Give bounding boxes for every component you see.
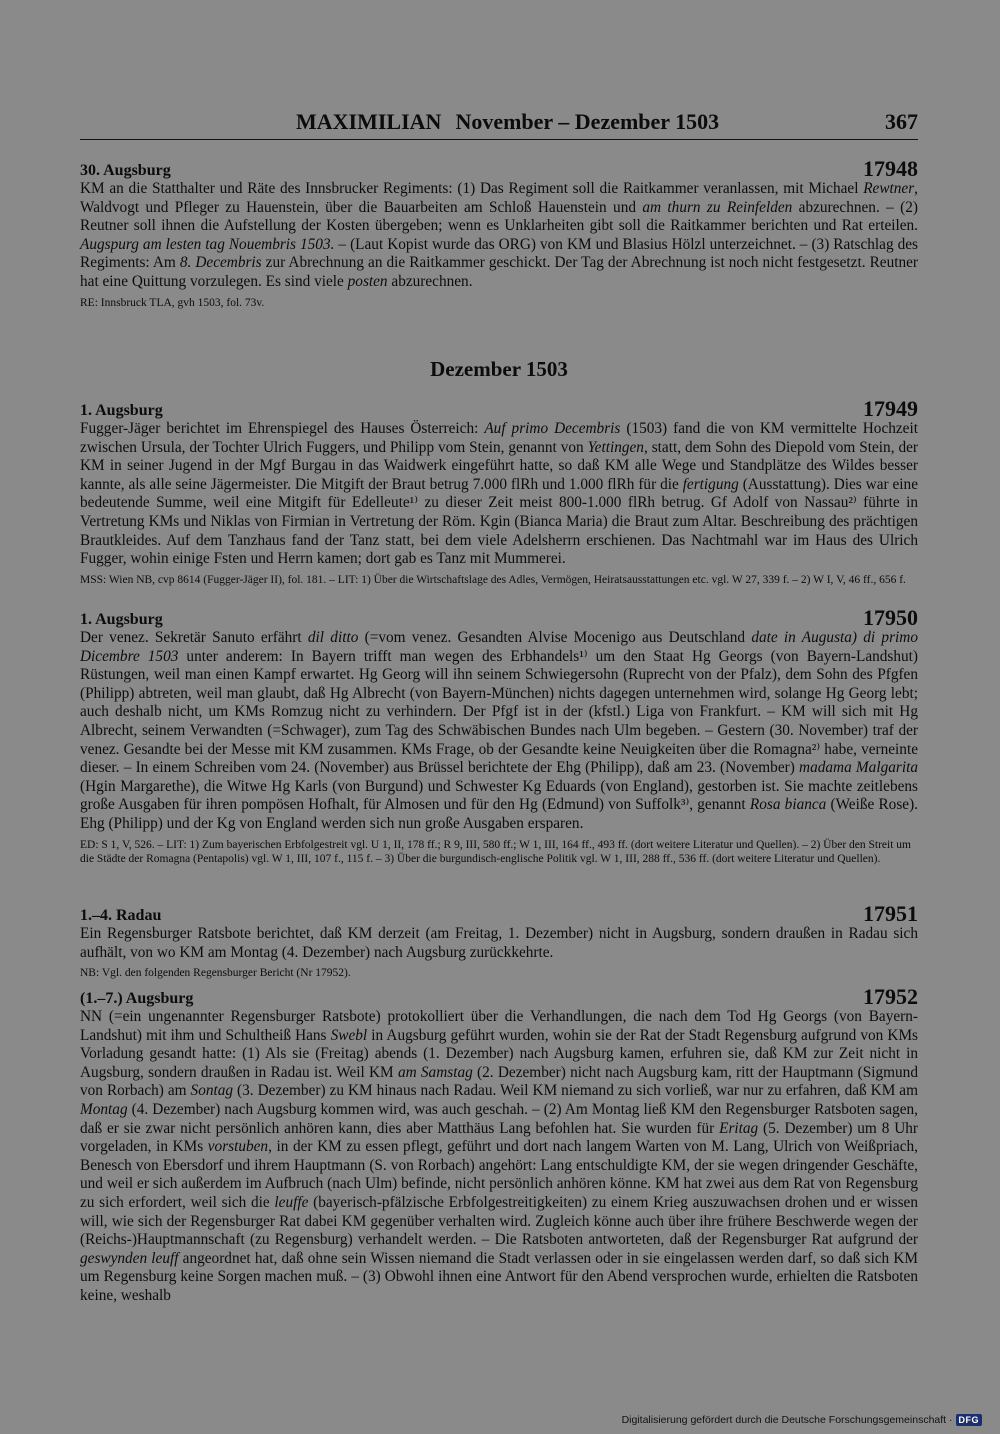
- entry-header: [80, 158, 918, 180]
- text-run: , in der KM zu essen pflegt, geführt und dort nach langem Warten von M. Lang, Ulrich von Weißpriach, Benesch von Ebersdorf und ihrem Hauptmann (S. von Rorbach) angehört: Lang entschuldigte KM, der sie wegen dringender Geschäfte, und weil er sich außerdem im Aufbruch (nach Ulm) befinde, nicht persönlich anhören könne. KM hat zwei aus dem Rat von Regensburg zu sich erfordert, weil sich die: [80, 1138, 918, 1211]
- text-run: Der venez. Sekretär Sanuto erfährt: [80, 629, 308, 646]
- text-run: (1503) fand die von KM vermittelte Hochzeit zwischen Ursula, der Tochter Ulrich Fuggers, und Philipp vom Stein, genannt von: [80, 420, 918, 456]
- footer-credit: [622, 1414, 982, 1426]
- text-run: NN (=ein ungenannter Regensburger Ratsbote) protokolliert über die Verhandlungen, die nach dem Tod Hg Georgs (von Bayern-Landshut) mit ihm und Schultheiß Hans: [80, 1008, 918, 1044]
- footer-text: Digitalisierung gefördert durch die Deutsche Forschungsgemeinschaft ·: [621, 1414, 953, 1426]
- italic-run: Montag: [80, 1100, 128, 1118]
- entry-number: 17952: [863, 984, 918, 1009]
- text-run: (Hgin Margarethe), die Witwe Hg Karls (von Burgund) und Schwester Kg Eduards (von England), gestorben ist. Sie machte zeitlebens große Ausgaben für ihren pompösen Hofhalt, für Almosen und für den Hg (Edmund) von Suffolk³⁾, genannt: [80, 777, 918, 814]
- page-number: 367: [885, 109, 918, 134]
- entry-header: [80, 398, 918, 420]
- italic-run: vorstuben: [207, 1138, 269, 1156]
- italic-run: Rewtner: [863, 180, 915, 197]
- italic-run: madama Malgarita: [799, 759, 918, 777]
- dfg-logo: DFG: [956, 1414, 983, 1426]
- text-run: abzurechnen.: [387, 272, 473, 290]
- text-run: abzurechnen. – (2) Reutner soll ihnen die Aufstellung der Kosten übergeben; wenn es Unklarheiten gibt soll die Raitkammer berichten und Rat erteilen.: [80, 198, 918, 235]
- text-run: , statt, dem Sohn des Diepold vom Stein, der KM in seiner Jugend in der Mgf Burgau in das Waidwerk eingeführt hatte, so daß KM alle Wege und Standplätze des Wildes besser kannte, als alle seine Jägermeister. Die Mitgift der Braut betrug 7.000 flRh und 1.000 flRh für die: [80, 438, 918, 493]
- entry-place: (1.–7.) Augsburg: [80, 990, 194, 1007]
- italic-run: 8. Decembris: [179, 254, 262, 272]
- italic-run: posten: [347, 272, 388, 290]
- entry-number: 17950: [863, 605, 918, 630]
- italic-run: am thurn zu Reinfelden: [642, 198, 793, 216]
- text-run: (2. Dezember) nicht nach Augsburg kam, ritt der Hauptmann (Sigmund von Rorbach) am: [80, 1063, 918, 1100]
- text-run: Ein Regensburger Ratsbote berichtet, daß KM derzeit (am Freitag, 1. Dezember) nicht in Augsburg, sondern draußen in Radau sich aufhält, von wo KM am Montag (4. Dezember) nach Augsburg zurückkehrte.: [80, 925, 918, 961]
- italic-run: Eritag: [719, 1119, 759, 1137]
- entry-number: 17951: [863, 901, 918, 926]
- entry-reference: NB: Vgl. den folgenden Regensburger Bericht (Nr 17952).: [80, 967, 351, 980]
- entry-place: 1. Augsburg: [80, 611, 163, 628]
- entry-number: 17949: [863, 396, 918, 421]
- text-run: KM an die Statthalter und Räte des Innsbrucker Regiments: (1) Das Regiment soll die Raitkammer veranlassen, mit Michael: [80, 180, 864, 197]
- entry-reference: RE: Innsbruck TLA, gvh 1503, fol. 73v.: [80, 296, 265, 309]
- entry-header: [80, 607, 918, 629]
- header-subtitle: November – Dezember 1503: [455, 109, 720, 134]
- entry-header: [80, 903, 918, 925]
- italic-run: fertigung: [682, 475, 739, 493]
- text-run: (5. Dezember) um 8 Uhr vorgeladen, in KMs: [80, 1119, 918, 1156]
- header-title: MAXIMILIAN: [296, 109, 442, 134]
- italic-run: date in Augusta) di primo Dicembre 1503: [80, 629, 918, 665]
- italic-run: Sontag: [190, 1082, 234, 1100]
- italic-run: Auf primo Decembris: [484, 420, 621, 437]
- italic-run: am Samstag: [397, 1063, 473, 1081]
- italic-run: Rosa bianca: [749, 796, 827, 814]
- text-run: , Waldvogt und Pfleger zu Hauenstein, über die Bauarbeiten am Schloß Hauenstein und: [80, 180, 918, 216]
- italic-run: leuffe: [274, 1193, 309, 1211]
- text-run: (Ausstattung). Dies war eine bedeutende Summe, weil eine Mitgift für Edelleute¹⁾ zu dieser Zeit meist 800-1.000 flRh betrug. Gf Adolf von Nassau²⁾ führte in Vertretung KMs und Niklas von Firmian in Vertretung der Röm. Kgin (Bianca Maria) die Braut zum Altar. Beschreibung des prächtigen Brautkleides. Auf dem Tanzhaus fand der Tanz statt, bei dem viele Adelsherrn erschienen. Das Nachtmahl war im Haus des Ulrich Fugger, wohin einige Fsten und Herrn kamen; dort gab es Tanz mit Mummerei.: [80, 475, 918, 568]
- text-run: (=vom venez. Gesandten Alvise Mocenigo aus Deutschland: [358, 629, 752, 646]
- page-header: [80, 107, 918, 140]
- entry-place: 1.–4. Radau: [80, 907, 162, 924]
- entry-place: 1. Augsburg: [80, 402, 163, 419]
- entry-17952: [80, 986, 918, 1306]
- italic-run: Swebl: [330, 1026, 368, 1044]
- entry-text: [80, 1008, 918, 1306]
- text-run: (3. Dezember) zu KM hinaus nach Radau. Weil KM niemand zu sich vorließ, war nur zu erfahren, daß KM am: [233, 1082, 918, 1100]
- text-run: (Weiße Rose). Ehg (Philipp) und der Kg von England werden sich nun große Ausgaben ersparen.: [80, 796, 918, 832]
- entry-text: [80, 925, 918, 962]
- italic-run: geswynden leuff: [80, 1249, 179, 1267]
- italic-run: dil ditto: [307, 629, 359, 646]
- text-run: (bayerisch-pfälzische Erbfolgestreitigkeiten) zu einem Krieg auszuwachsen drohen und er wissen will, wie sich der Regensburger Rat dabei KM gegenüber verhalten wird. Zugleich könne auch über ihre frühere Beschwerde wegen der (Reichs-)Hauptmannschaft (zu Regensburg) verhandelt werden. – Die Ratsboten antworteten, daß der Regensburger Rat aufgrund der: [80, 1193, 918, 1249]
- entry-17949: [80, 398, 918, 587]
- text-run: – (Laut Kopist wurde das ORG) von KM und Blasius Hölzl unterzeichnet. – (3) Ratschlag des Regiments: Am: [80, 235, 918, 272]
- entry-text: [80, 180, 918, 292]
- text-run: Fugger-Jäger berichtet im Ehrenspiegel des Hauses Österreich:: [80, 420, 485, 437]
- entry-17948: [80, 158, 918, 310]
- entry-text: [80, 420, 918, 569]
- entry-place: 30. Augsburg: [80, 162, 171, 179]
- entry-reference: ED: S 1, V, 526. – LIT: 1) Zum bayerischen Erbfolgestreit vgl. U 1, II, 178 ff.; R 9, III, 580 ff.; W 1, III, 164 ff., 493 ff. (dort weitere Literatur und Quellen). – 2) Über den Streit um die Städte der Romagna (Pentapolis) vgl. W 1, III, 107 f., 115 f. – 3) Über die burgundisch-englische Politik vgl. W 1, III, 288 ff., 536 ff. (dort weitere Literatur und Quellen).: [80, 838, 911, 865]
- text-run: (4. Dezember) nach Augsburg kommen wird, was auch geschah. – (2) Am Montag ließ KM den Regensburger Ratsboten sagen, daß er sie zwar nicht persönlich anhören kann, dies aber Matthäus Lang befohlen hat. Sie wurden für: [80, 1100, 918, 1137]
- text-run: zur Abrechnung an die Raitkammer geschickt. Der Tag der Abrechnung ist noch nicht festgesetzt. Reutner hat eine Quittung vorzulegen. Es sind viele: [80, 254, 918, 290]
- italic-run: Yettingen: [587, 438, 644, 456]
- text-run: unter anderem: In Bayern trifft man wegen des Erbhandels¹⁾ um den Staat Hg Georgs (von Bayern-Landshut) Rüstungen, weil man einen Kampf erwartet. Hg Georg will ihn seinem Schwiegersohn (Ruprecht von der Pfalz), dem Sohn des Pfgfen (Philipp) abtreten, weil man glaubt, daß Hg Albrecht (von Bayern-München) nichts dagegen unternehmen wird, solange Hg Georg lebt; auch deshalb nicht, um KMs Romzug nicht zu verhindern. Der Pfgf ist in der (kfstl.) Liga von Frankfurt. – KM will sich mit Hg Albrecht, seinem Verwandten (=Schwager), zum Tag des Schwäbischen Bundes nach Ulm begeben. – Gestern (30. November) traf der venez. Gesandte bei der Messe mit KM zusammen. KMs Frage, ob der Gesandte keine Neuigkeiten über die Romagna²⁾ habe, verneinte dieser. – In einem Schreiben vom 24. (November) aus Brüssel berichtete der Ehg (Philipp), daß am 23. (November): [80, 647, 918, 777]
- running-title: [296, 109, 719, 135]
- text-run: in Augsburg geführt wurden, wohin sie der Rat der Stadt Regensburg aufgrund von KMs Vorladung gesandt hatte: (1) Als sie (Freitag) abends (1. Dezember) nach Augsburg kamen, erfuhren sie, daß KM zur Zeit nicht in Augsburg, sondern draußen in Radau ist. Weil KM: [80, 1026, 919, 1081]
- entry-header: [80, 986, 918, 1008]
- text-run: angeordnet hat, daß ohne sein Wissen niemand die Stadt verlassen oder in sie eingelassen werden darf, so daß sich KM um Regensburg keine Sorgen machen muß. – (3) Obwohl ihnen eine Antwort für den Abend versprochen wurde, erhielten die Ratsboten keine, weshalb: [80, 1249, 918, 1304]
- entry-reference: MSS: Wien NB, cvp 8614 (Fugger-Jäger II), fol. 181. – LIT: 1) Über die Wirtschaftslage des Adles, Vermögen, Heiratsausstattungen etc. vgl. W 27, 339 f. – 2) W I, V, 46 ff., 656 f.: [80, 573, 906, 586]
- italic-run: Augspurg am lesten tag Nouembris 1503.: [80, 235, 335, 253]
- entry-text: [80, 629, 918, 834]
- entry-number: 17948: [863, 156, 918, 181]
- entry-17950: [80, 607, 918, 866]
- entry-17951: [80, 903, 918, 980]
- section-title: Dezember 1503: [430, 357, 568, 381]
